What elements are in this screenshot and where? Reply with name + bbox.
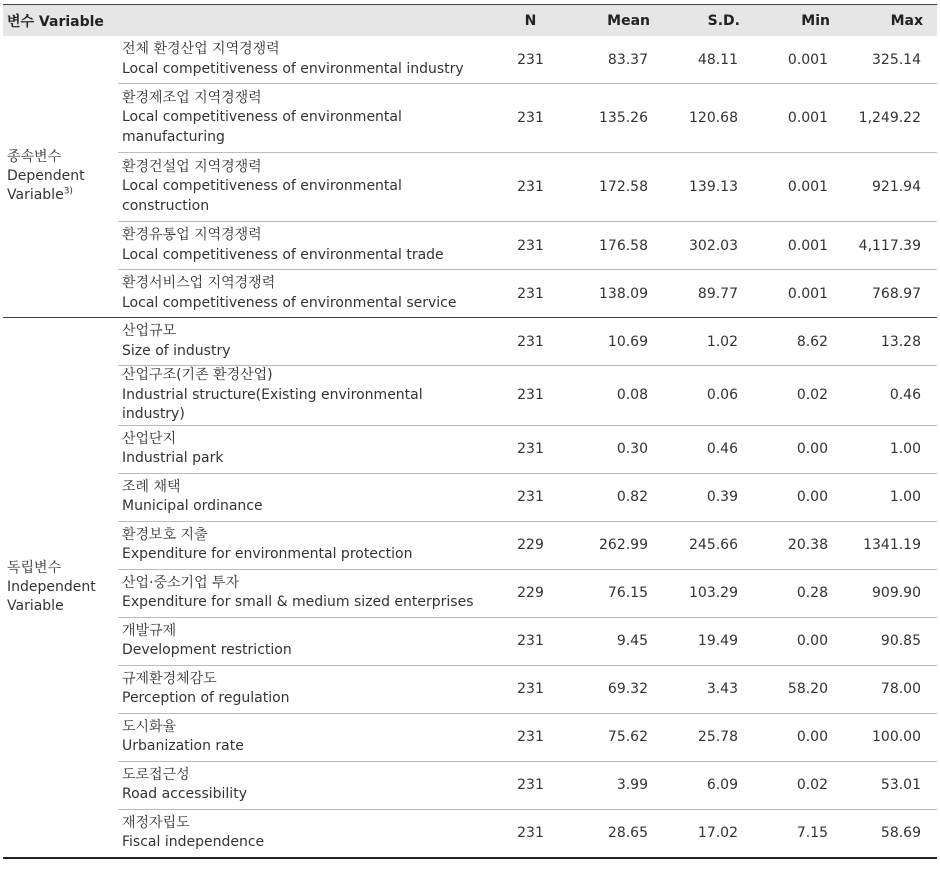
n-cell: 231 — [488, 153, 573, 222]
variable-cell — [118, 569, 488, 617]
group-label — [3, 318, 118, 858]
min-cell: 0.02 — [754, 761, 844, 809]
variable-name-kr: 도로접근성 — [122, 766, 190, 783]
group-label-kr: 종속변수 — [7, 149, 62, 165]
min-cell: 0.00 — [754, 713, 844, 761]
min-cell: 0.001 — [754, 153, 844, 222]
max-cell: 768.97 — [844, 270, 937, 318]
min-cell: 0.001 — [754, 222, 844, 270]
variable-name-en: Expenditure for environmental protection — [122, 546, 413, 562]
variable-name-kr: 환경유통업 지역경쟁력 — [122, 227, 262, 243]
variable-name-kr: 환경건설업 지역경쟁력 — [122, 158, 262, 175]
variable-name-kr: 환경제조업 지역경쟁력 — [122, 89, 262, 106]
table-row — [3, 521, 937, 569]
min-cell: 0.28 — [754, 569, 844, 617]
max-cell: 1.00 — [844, 425, 937, 473]
n-cell: 231 — [488, 713, 573, 761]
sd-cell: 0.06 — [664, 366, 754, 426]
sd-cell: 0.46 — [664, 425, 754, 473]
max-cell: 909.90 — [844, 569, 937, 617]
table-row — [3, 761, 937, 809]
variable-name-en: Development restriction — [122, 642, 292, 658]
n-cell: 231 — [488, 617, 573, 665]
variable-name-en: Industrial park — [122, 450, 224, 466]
sd-cell: 89.77 — [664, 270, 754, 318]
mean-cell: 75.62 — [573, 713, 664, 761]
min-cell: 20.38 — [754, 521, 844, 569]
table-row — [3, 270, 937, 318]
min-cell: 7.15 — [754, 809, 844, 858]
variable-name-kr: 도시화율 — [122, 718, 177, 735]
variable-name-en: Road accessibility — [122, 786, 247, 802]
variable-name-kr: 전체 환경산업 지역경쟁력 — [122, 41, 280, 57]
max-cell: 1.00 — [844, 473, 937, 521]
header-min: Min — [754, 5, 844, 37]
sd-cell: 120.68 — [664, 84, 754, 153]
n-cell: 231 — [488, 36, 573, 84]
variable-name-kr: 산업·중소기업 투자 — [122, 574, 240, 591]
header-variable: 변수 Variable — [3, 5, 488, 37]
table-row — [3, 153, 937, 222]
group-label-en-1: Dependent — [7, 168, 85, 184]
table-row — [3, 425, 937, 473]
mean-cell: 135.26 — [573, 84, 664, 153]
variable-name-en: Municipal ordinance — [122, 498, 263, 514]
variable-cell — [118, 809, 488, 858]
mean-cell: 28.65 — [573, 809, 664, 858]
n-cell: 231 — [488, 366, 573, 426]
variable-name-kr: 재정자립도 — [122, 814, 190, 831]
table-header-row — [3, 5, 937, 37]
table-row — [3, 617, 937, 665]
max-cell: 58.69 — [844, 809, 937, 858]
variable-name-en: Industrial structure(Existing environmental industry) — [122, 386, 423, 422]
sd-cell: 1.02 — [664, 318, 754, 366]
min-cell: 8.62 — [754, 318, 844, 366]
header-mean: Mean — [573, 5, 664, 37]
n-cell: 229 — [488, 521, 573, 569]
variable-name-en: Perception of regulation — [122, 690, 290, 706]
mean-cell: 262.99 — [573, 521, 664, 569]
table-row — [3, 809, 937, 858]
variable-name-en: Local competitiveness of environmental industry — [122, 60, 464, 77]
table-row — [3, 473, 937, 521]
variable-cell — [118, 366, 488, 426]
n-cell: 231 — [488, 761, 573, 809]
max-cell: 100.00 — [844, 713, 937, 761]
max-cell: 4,117.39 — [844, 222, 937, 270]
sd-cell: 0.39 — [664, 473, 754, 521]
min-cell: 0.001 — [754, 84, 844, 153]
max-cell: 1,249.22 — [844, 84, 937, 153]
n-cell: 231 — [488, 222, 573, 270]
table-row — [3, 665, 937, 713]
table-row — [3, 366, 937, 426]
footnote-marker: 3) — [63, 186, 73, 197]
min-cell: 0.00 — [754, 617, 844, 665]
variable-cell — [118, 36, 488, 84]
n-cell: 231 — [488, 809, 573, 858]
group-label-en-2: Variable — [7, 597, 64, 614]
max-cell: 53.01 — [844, 761, 937, 809]
mean-cell: 138.09 — [573, 270, 664, 318]
sd-cell: 17.02 — [664, 809, 754, 858]
n-cell: 231 — [488, 84, 573, 153]
sd-cell: 245.66 — [664, 521, 754, 569]
sd-cell: 19.49 — [664, 617, 754, 665]
min-cell: 0.02 — [754, 366, 844, 426]
max-cell: 325.14 — [844, 36, 937, 84]
max-cell: 78.00 — [844, 665, 937, 713]
variable-name-kr: 조례 채택 — [122, 478, 181, 495]
n-cell: 229 — [488, 569, 573, 617]
n-cell: 231 — [488, 473, 573, 521]
variable-name-kr: 산업단지 — [122, 430, 177, 447]
variable-cell — [118, 318, 488, 366]
variable-cell — [118, 665, 488, 713]
variable-name-en: Expenditure for small & medium sized enterprises — [122, 594, 474, 610]
sd-cell: 139.13 — [664, 153, 754, 222]
group-label-en-2: Variable — [7, 187, 64, 203]
table-row — [3, 318, 937, 366]
mean-cell: 0.82 — [573, 473, 664, 521]
n-cell: 231 — [488, 318, 573, 366]
variable-cell — [118, 761, 488, 809]
max-cell: 1341.19 — [844, 521, 937, 569]
mean-cell: 9.45 — [573, 617, 664, 665]
variable-cell — [118, 713, 488, 761]
header-sd: S.D. — [664, 5, 754, 37]
variable-cell — [118, 153, 488, 222]
mean-cell: 0.08 — [573, 366, 664, 426]
sd-cell: 25.78 — [664, 713, 754, 761]
mean-cell: 83.37 — [573, 36, 664, 84]
sd-cell: 6.09 — [664, 761, 754, 809]
variable-name-kr: 개발규제 — [122, 622, 177, 639]
table-row — [3, 36, 937, 84]
variable-cell — [118, 473, 488, 521]
variable-cell — [118, 521, 488, 569]
variable-name-kr: 산업규모 — [122, 323, 177, 339]
max-cell: 90.85 — [844, 617, 937, 665]
sd-cell: 48.11 — [664, 36, 754, 84]
variable-cell — [118, 425, 488, 473]
header-max: Max — [844, 5, 937, 37]
mean-cell: 176.58 — [573, 222, 664, 270]
min-cell: 0.001 — [754, 36, 844, 84]
n-cell: 231 — [488, 270, 573, 318]
sd-cell: 3.43 — [664, 665, 754, 713]
group-label — [3, 36, 118, 318]
table-row — [3, 713, 937, 761]
header-n: N — [488, 5, 573, 37]
mean-cell: 172.58 — [573, 153, 664, 222]
variable-cell — [118, 222, 488, 270]
min-cell: 58.20 — [754, 665, 844, 713]
max-cell: 13.28 — [844, 318, 937, 366]
variable-name-en: Local competitiveness of environmental trade — [122, 246, 444, 263]
mean-cell: 0.30 — [573, 425, 664, 473]
mean-cell: 76.15 — [573, 569, 664, 617]
variable-cell — [118, 617, 488, 665]
group-label-kr: 독립변수 — [7, 559, 62, 576]
variable-name-en: Urbanization rate — [122, 738, 244, 754]
variable-name-en: Fiscal independence — [122, 834, 265, 850]
variable-name-en: Local competitiveness of environmental service — [122, 294, 457, 311]
min-cell: 0.00 — [754, 425, 844, 473]
variable-name-en: Local competitiveness of environmental construction — [122, 178, 402, 214]
min-cell: 0.00 — [754, 473, 844, 521]
table-row — [3, 84, 937, 153]
n-cell: 231 — [488, 425, 573, 473]
sd-cell: 103.29 — [664, 569, 754, 617]
sd-cell: 302.03 — [664, 222, 754, 270]
mean-cell: 3.99 — [573, 761, 664, 809]
descriptive-statistics-table — [3, 4, 937, 859]
max-cell: 0.46 — [844, 366, 937, 426]
group-label-en-1: Independent — [7, 578, 96, 595]
variable-cell — [118, 84, 488, 153]
variable-name-en: Size of industry — [122, 342, 231, 359]
table-row — [3, 569, 937, 617]
min-cell: 0.001 — [754, 270, 844, 318]
mean-cell: 10.69 — [573, 318, 664, 366]
table-row — [3, 222, 937, 270]
mean-cell: 69.32 — [573, 665, 664, 713]
variable-name-kr: 환경보호 지출 — [122, 526, 208, 543]
variable-name-en: Local competitiveness of environmental manufacturing — [122, 109, 402, 145]
n-cell: 231 — [488, 665, 573, 713]
variable-name-kr: 규제환경체감도 — [122, 670, 217, 687]
variable-cell — [118, 270, 488, 318]
variable-name-kr: 환경서비스업 지역경쟁력 — [122, 275, 276, 291]
variable-name-kr: 산업구조(기존 환경산업) — [122, 367, 273, 383]
max-cell: 921.94 — [844, 153, 937, 222]
